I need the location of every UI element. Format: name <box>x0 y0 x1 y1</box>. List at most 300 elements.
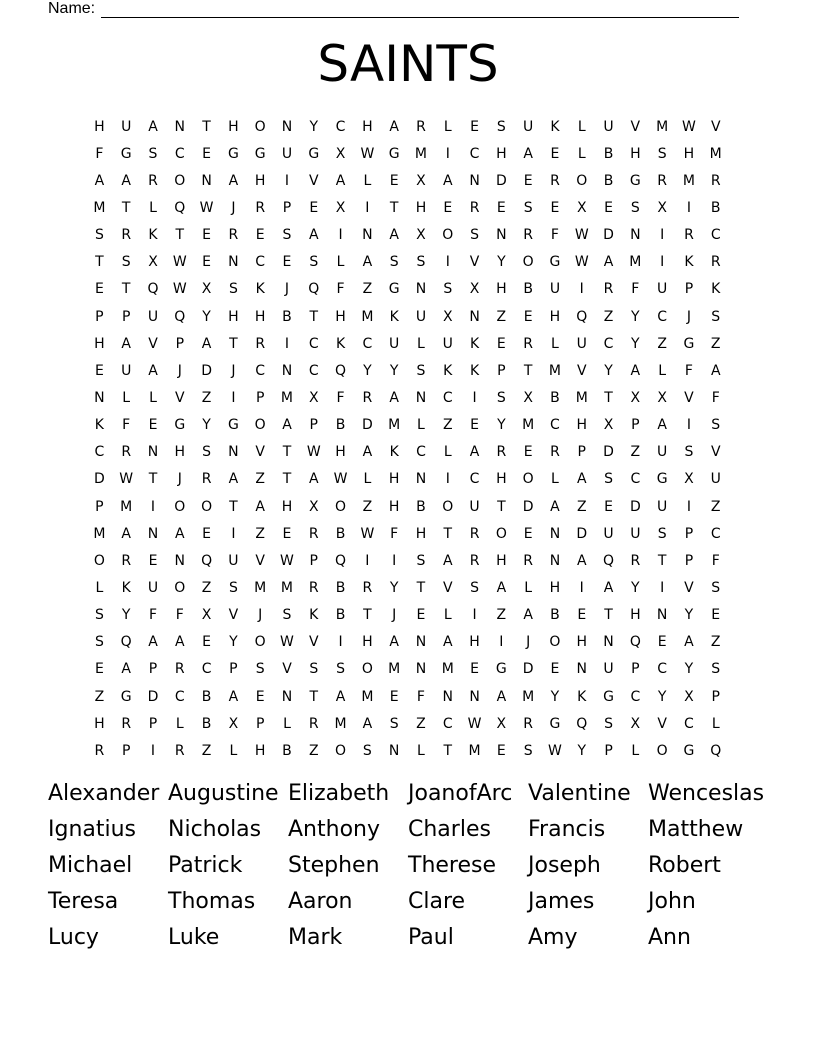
grid-letter[interactable]: L <box>443 444 452 461</box>
grid-letter[interactable]: Y <box>577 742 587 759</box>
grid-letter[interactable]: F <box>95 145 104 162</box>
grid-letter[interactable]: A <box>442 552 453 569</box>
grid-letter[interactable]: D <box>603 444 614 461</box>
grid-letter[interactable]: C <box>255 254 266 271</box>
grid-letter[interactable]: P <box>684 281 694 298</box>
grid-letter[interactable]: C <box>469 145 480 162</box>
grid-letter[interactable]: A <box>121 335 131 352</box>
grid-letter[interactable]: I <box>231 389 236 406</box>
grid-letter[interactable]: L <box>658 362 667 379</box>
grid-letter[interactable]: A <box>496 688 507 705</box>
grid-letter[interactable]: X <box>630 389 641 406</box>
grid-letter[interactable]: W <box>119 471 134 488</box>
grid-letter[interactable]: P <box>229 661 238 678</box>
grid-letter[interactable]: M <box>388 417 401 434</box>
grid-letter[interactable]: Y <box>309 118 319 135</box>
grid-letter[interactable]: G <box>227 417 239 434</box>
grid-letter[interactable]: S <box>309 661 319 678</box>
grid-letter[interactable]: Z <box>201 389 212 406</box>
grid-letter[interactable]: A <box>228 688 239 705</box>
grid-letter[interactable]: K <box>335 335 346 352</box>
grid-letter[interactable]: H <box>576 634 587 651</box>
grid-letter[interactable]: E <box>94 362 104 379</box>
grid-letter[interactable]: V <box>255 444 265 461</box>
grid-letter[interactable]: A <box>175 634 185 651</box>
grid-letter[interactable]: Q <box>576 308 588 325</box>
grid-letter[interactable]: T <box>95 254 104 271</box>
grid-letter[interactable]: O <box>254 634 266 651</box>
grid-letter[interactable]: S <box>389 715 399 732</box>
grid-letter[interactable]: B <box>710 199 721 216</box>
grid-letter[interactable]: C <box>630 688 641 705</box>
grid-letter[interactable]: S <box>416 254 426 271</box>
grid-letter[interactable]: D <box>522 661 534 678</box>
grid-letter[interactable]: O <box>335 498 347 515</box>
grid-letter[interactable]: H <box>388 498 400 515</box>
grid-letter[interactable]: X <box>416 172 426 189</box>
grid-letter[interactable]: G <box>549 715 561 732</box>
grid-letter[interactable]: F <box>711 552 720 569</box>
grid-letter[interactable]: A <box>603 254 614 271</box>
grid-letter[interactable]: Q <box>147 281 159 298</box>
grid-letter[interactable]: X <box>630 715 641 732</box>
grid-letter[interactable]: U <box>657 281 668 298</box>
grid-letter[interactable]: H <box>94 715 105 732</box>
grid-letter[interactable]: Z <box>201 579 212 596</box>
grid-letter[interactable]: N <box>415 661 427 678</box>
grid-letter[interactable]: Z <box>201 742 212 759</box>
grid-letter[interactable]: A <box>710 362 721 379</box>
grid-letter[interactable]: N <box>415 389 427 406</box>
grid-letter[interactable]: I <box>150 498 156 515</box>
grid-letter[interactable]: R <box>201 471 212 488</box>
grid-letter[interactable]: S <box>255 661 265 678</box>
grid-letter[interactable]: R <box>255 335 266 352</box>
grid-letter[interactable]: M <box>709 145 722 162</box>
grid-letter[interactable]: S <box>523 199 533 216</box>
grid-letter[interactable]: R <box>496 444 507 461</box>
grid-letter[interactable]: R <box>255 199 266 216</box>
grid-letter[interactable]: A <box>603 579 614 596</box>
grid-letter[interactable]: E <box>389 688 399 705</box>
grid-letter[interactable]: U <box>121 118 132 135</box>
grid-letter[interactable]: R <box>362 389 373 406</box>
grid-letter[interactable]: S <box>470 227 479 244</box>
grid-letter[interactable]: L <box>417 335 425 352</box>
grid-letter[interactable]: Z <box>496 308 507 325</box>
grid-letter[interactable]: G <box>629 172 641 189</box>
grid-letter[interactable]: P <box>95 308 104 325</box>
grid-letter[interactable]: U <box>442 335 453 352</box>
grid-letter[interactable]: B <box>335 417 346 434</box>
grid-letter[interactable]: H <box>254 172 266 189</box>
grid-letter[interactable]: Q <box>603 552 615 569</box>
grid-letter[interactable]: P <box>631 417 640 434</box>
grid-letter[interactable]: P <box>282 199 292 216</box>
grid-letter[interactable]: S <box>657 145 667 162</box>
grid-letter[interactable]: E <box>711 607 721 624</box>
grid-letter[interactable]: M <box>468 742 481 759</box>
grid-letter[interactable]: A <box>442 172 453 189</box>
grid-letter[interactable]: K <box>577 688 587 705</box>
grid-letter[interactable]: X <box>496 715 507 732</box>
grid-letter[interactable]: B <box>335 607 346 624</box>
grid-letter[interactable]: E <box>94 661 104 678</box>
grid-letter[interactable]: K <box>148 227 158 244</box>
grid-letter[interactable]: C <box>442 715 453 732</box>
grid-letter[interactable]: O <box>174 498 186 515</box>
grid-letter[interactable]: G <box>388 145 400 162</box>
grid-letter[interactable]: R <box>416 118 426 135</box>
grid-letter[interactable]: Z <box>362 281 373 298</box>
grid-letter[interactable]: X <box>148 254 158 271</box>
grid-letter[interactable]: C <box>335 118 346 135</box>
grid-letter[interactable]: U <box>147 579 159 596</box>
grid-letter[interactable]: C <box>657 661 668 678</box>
grid-letter[interactable]: V <box>684 579 694 596</box>
grid-letter[interactable]: S <box>604 715 613 732</box>
grid-letter[interactable]: M <box>414 145 427 162</box>
grid-letter[interactable]: P <box>148 715 158 732</box>
grid-letter[interactable]: U <box>469 498 480 515</box>
grid-letter[interactable]: X <box>308 498 319 515</box>
grid-letter[interactable]: A <box>389 118 399 135</box>
grid-letter[interactable]: H <box>335 444 346 461</box>
grid-letter[interactable]: E <box>389 172 399 189</box>
grid-letter[interactable]: S <box>389 254 399 271</box>
grid-letter[interactable]: N <box>469 688 480 705</box>
grid-letter[interactable]: M <box>334 715 347 732</box>
grid-letter[interactable]: M <box>522 688 535 705</box>
grid-letter[interactable]: E <box>496 199 506 216</box>
grid-letter[interactable]: G <box>174 417 186 434</box>
grid-letter[interactable]: G <box>254 145 266 162</box>
grid-letter[interactable]: S <box>711 417 721 434</box>
grid-letter[interactable]: A <box>550 498 560 515</box>
grid-letter[interactable]: O <box>254 118 266 135</box>
grid-letter[interactable]: R <box>523 335 534 352</box>
grid-letter[interactable]: X <box>603 417 614 434</box>
grid-letter[interactable]: J <box>526 634 531 651</box>
grid-letter[interactable]: C <box>442 389 453 406</box>
grid-letter[interactable]: X <box>657 389 667 406</box>
grid-letter[interactable]: E <box>94 281 104 298</box>
grid-letter[interactable]: W <box>306 444 321 461</box>
grid-letter[interactable]: B <box>603 145 614 162</box>
grid-letter[interactable]: T <box>523 362 533 379</box>
grid-letter[interactable]: D <box>147 688 159 705</box>
grid-letter[interactable]: K <box>389 444 399 461</box>
grid-letter[interactable]: U <box>657 444 668 461</box>
grid-letter[interactable]: T <box>497 498 506 515</box>
grid-letter[interactable]: H <box>254 742 266 759</box>
grid-letter[interactable]: V <box>710 444 721 461</box>
grid-letter[interactable]: Y <box>202 417 211 434</box>
grid-letter[interactable]: R <box>550 172 560 189</box>
grid-letter[interactable]: D <box>361 417 373 434</box>
grid-letter[interactable]: L <box>443 118 452 135</box>
grid-letter[interactable]: I <box>686 199 691 216</box>
grid-letter[interactable]: R <box>121 227 132 244</box>
grid-letter[interactable]: D <box>522 498 534 515</box>
grid-letter[interactable]: G <box>656 471 668 488</box>
grid-letter[interactable]: V <box>282 661 292 678</box>
grid-letter[interactable]: M <box>280 579 294 596</box>
grid-letter[interactable]: D <box>576 525 588 542</box>
grid-letter[interactable]: V <box>630 118 641 135</box>
grid-letter[interactable]: Z <box>255 525 265 542</box>
grid-letter[interactable]: T <box>443 525 453 542</box>
grid-letter[interactable]: A <box>121 172 131 189</box>
grid-letter[interactable]: H <box>469 634 480 651</box>
grid-letter[interactable]: U <box>603 525 614 542</box>
grid-letter[interactable]: L <box>443 607 452 624</box>
grid-letter[interactable]: E <box>282 254 292 271</box>
grid-letter[interactable]: I <box>365 199 370 216</box>
grid-letter[interactable]: E <box>604 199 613 216</box>
grid-letter[interactable]: M <box>656 118 669 135</box>
grid-letter[interactable]: E <box>604 498 613 515</box>
grid-letter[interactable]: H <box>362 634 373 651</box>
grid-letter[interactable]: H <box>496 145 507 162</box>
grid-letter[interactable]: F <box>336 389 345 406</box>
grid-letter[interactable]: F <box>390 525 399 542</box>
grid-letter[interactable]: V <box>442 579 453 596</box>
grid-letter[interactable]: X <box>576 199 587 216</box>
grid-letter[interactable]: B <box>335 525 346 542</box>
grid-letter[interactable]: U <box>147 308 159 325</box>
grid-letter[interactable]: J <box>177 471 182 488</box>
grid-letter[interactable]: A <box>228 471 239 488</box>
grid-letter[interactable]: N <box>469 172 480 189</box>
grid-letter[interactable]: U <box>523 118 534 135</box>
grid-letter[interactable]: G <box>603 688 614 705</box>
grid-letter[interactable]: F <box>122 417 131 434</box>
grid-letter[interactable]: S <box>711 579 721 596</box>
grid-letter[interactable]: M <box>93 199 106 216</box>
grid-letter[interactable]: Z <box>308 742 319 759</box>
grid-letter[interactable]: E <box>202 145 212 162</box>
grid-letter[interactable]: Z <box>94 688 105 705</box>
grid-letter[interactable]: A <box>630 362 641 379</box>
grid-letter[interactable]: S <box>416 552 426 569</box>
grid-letter[interactable]: O <box>361 661 373 678</box>
grid-letter[interactable]: C <box>201 661 212 678</box>
grid-letter[interactable]: V <box>684 389 694 406</box>
grid-letter[interactable]: E <box>470 661 479 678</box>
grid-letter[interactable]: H <box>94 118 105 135</box>
grid-letter[interactable]: M <box>361 688 374 705</box>
grid-letter[interactable]: A <box>576 471 587 488</box>
grid-letter[interactable]: T <box>121 281 131 298</box>
grid-letter[interactable]: O <box>442 498 454 515</box>
grid-letter[interactable]: P <box>604 742 613 759</box>
grid-letter[interactable]: R <box>684 227 694 244</box>
grid-letter[interactable]: O <box>174 172 186 189</box>
grid-letter[interactable]: E <box>577 607 587 624</box>
grid-letter[interactable]: X <box>335 145 346 162</box>
grid-letter[interactable]: I <box>660 579 665 596</box>
grid-letter[interactable]: A <box>523 607 533 624</box>
grid-letter[interactable]: Q <box>174 308 186 325</box>
grid-letter[interactable]: Y <box>604 362 613 379</box>
grid-letter[interactable]: U <box>657 498 668 515</box>
grid-letter[interactable]: O <box>442 227 454 244</box>
grid-letter[interactable]: N <box>201 172 212 189</box>
grid-letter[interactable]: E <box>255 227 265 244</box>
grid-letter[interactable]: N <box>576 661 587 678</box>
grid-letter[interactable]: P <box>255 389 265 406</box>
grid-letter[interactable]: O <box>201 498 213 515</box>
grid-letter[interactable]: B <box>335 579 346 596</box>
grid-letter[interactable]: Z <box>603 308 614 325</box>
grid-letter[interactable]: S <box>336 661 346 678</box>
grid-letter[interactable]: E <box>202 634 212 651</box>
grid-letter[interactable]: H <box>335 308 346 325</box>
grid-letter[interactable]: C <box>308 362 319 379</box>
grid-letter[interactable]: T <box>121 199 131 216</box>
grid-letter[interactable]: Q <box>120 634 132 651</box>
grid-letter[interactable]: G <box>388 281 400 298</box>
grid-letter[interactable]: W <box>280 552 294 569</box>
grid-letter[interactable]: O <box>549 634 561 651</box>
grid-letter[interactable]: B <box>550 389 560 406</box>
grid-letter[interactable]: D <box>603 227 614 244</box>
grid-letter[interactable]: K <box>255 281 265 298</box>
grid-letter[interactable]: Z <box>657 335 667 352</box>
grid-letter[interactable]: G <box>549 254 561 271</box>
grid-letter[interactable]: T <box>148 471 158 488</box>
grid-letter[interactable]: C <box>255 362 266 379</box>
grid-letter[interactable]: U <box>415 308 427 325</box>
grid-letter[interactable]: S <box>228 281 238 298</box>
grid-letter[interactable]: E <box>496 742 506 759</box>
grid-letter[interactable]: W <box>548 742 562 759</box>
grid-letter[interactable]: A <box>121 661 131 678</box>
grid-letter[interactable]: X <box>308 389 319 406</box>
grid-letter[interactable]: R <box>121 715 132 732</box>
grid-letter[interactable]: Z <box>362 498 373 515</box>
grid-letter[interactable]: L <box>577 118 586 135</box>
grid-letter[interactable]: N <box>228 254 239 271</box>
grid-letter[interactable]: K <box>309 607 319 624</box>
grid-letter[interactable]: N <box>630 227 641 244</box>
grid-letter[interactable]: S <box>282 607 292 624</box>
grid-letter[interactable]: T <box>604 607 613 624</box>
grid-letter[interactable]: Z <box>416 715 426 732</box>
grid-letter[interactable]: E <box>202 254 212 271</box>
grid-letter[interactable]: C <box>630 471 641 488</box>
grid-letter[interactable]: H <box>94 335 105 352</box>
grid-letter[interactable]: L <box>524 579 533 596</box>
grid-letter[interactable]: C <box>362 335 373 352</box>
grid-letter[interactable]: R <box>710 254 721 271</box>
grid-letter[interactable]: X <box>201 607 212 624</box>
grid-letter[interactable]: T <box>604 389 613 406</box>
grid-letter[interactable]: V <box>657 715 667 732</box>
grid-letter[interactable]: S <box>711 308 721 325</box>
grid-letter[interactable]: K <box>389 308 399 325</box>
grid-letter[interactable]: E <box>282 525 292 542</box>
grid-letter[interactable]: R <box>308 579 319 596</box>
grid-letter[interactable]: G <box>683 335 695 352</box>
grid-letter[interactable]: A <box>335 172 346 189</box>
grid-letter[interactable]: Y <box>389 579 399 596</box>
grid-letter[interactable]: I <box>445 471 450 488</box>
grid-letter[interactable]: A <box>389 634 399 651</box>
grid-letter[interactable]: I <box>392 552 397 569</box>
grid-letter[interactable]: A <box>308 227 319 244</box>
grid-letter[interactable]: U <box>630 525 641 542</box>
grid-letter[interactable]: Y <box>389 362 399 379</box>
grid-letter[interactable]: I <box>365 552 370 569</box>
grid-letter[interactable]: Y <box>363 362 372 379</box>
grid-letter[interactable]: N <box>415 281 427 298</box>
grid-letter[interactable]: E <box>470 118 479 135</box>
grid-letter[interactable]: E <box>309 199 319 216</box>
grid-letter[interactable]: V <box>228 607 239 624</box>
grid-letter[interactable]: F <box>711 389 720 406</box>
grid-letter[interactable]: D <box>201 362 212 379</box>
grid-letter[interactable]: R <box>630 552 641 569</box>
grid-letter[interactable]: X <box>442 308 453 325</box>
grid-letter[interactable]: I <box>472 607 477 624</box>
grid-letter[interactable]: U <box>603 118 614 135</box>
grid-letter[interactable]: H <box>630 145 641 162</box>
grid-letter[interactable]: O <box>576 172 588 189</box>
grid-letter[interactable]: B <box>523 281 533 298</box>
grid-letter[interactable]: J <box>231 199 236 216</box>
grid-letter[interactable]: E <box>550 145 560 162</box>
grid-letter[interactable]: M <box>361 308 374 325</box>
grid-letter[interactable]: V <box>576 362 587 379</box>
grid-letter[interactable]: E <box>148 417 158 434</box>
grid-letter[interactable]: M <box>548 362 561 379</box>
grid-letter[interactable]: Z <box>255 471 265 488</box>
grid-letter[interactable]: A <box>442 634 453 651</box>
grid-letter[interactable]: E <box>148 552 158 569</box>
grid-letter[interactable]: P <box>577 444 586 461</box>
grid-letter[interactable]: Y <box>657 688 667 705</box>
grid-letter[interactable]: S <box>496 118 506 135</box>
grid-letter[interactable]: H <box>496 281 507 298</box>
grid-letter[interactable]: M <box>280 389 294 406</box>
grid-letter[interactable]: A <box>362 254 373 271</box>
grid-letter[interactable]: R <box>523 715 534 732</box>
grid-letter[interactable]: E <box>523 525 533 542</box>
grid-letter[interactable]: E <box>416 607 426 624</box>
grid-letter[interactable]: X <box>684 688 694 705</box>
grid-letter[interactable]: H <box>362 118 373 135</box>
grid-letter[interactable]: R <box>362 579 373 596</box>
grid-letter[interactable]: C <box>684 715 694 732</box>
grid-letter[interactable]: L <box>149 389 157 406</box>
grid-letter[interactable]: Y <box>550 688 560 705</box>
grid-letter[interactable]: G <box>120 145 132 162</box>
grid-letter[interactable]: S <box>94 634 104 651</box>
grid-letter[interactable]: C <box>174 688 185 705</box>
grid-letter[interactable]: R <box>121 552 132 569</box>
grid-letter[interactable]: N <box>174 552 186 569</box>
grid-letter[interactable]: I <box>579 579 584 596</box>
grid-letter[interactable]: U <box>121 362 132 379</box>
grid-letter[interactable]: V <box>308 634 319 651</box>
grid-letter[interactable]: M <box>120 498 133 515</box>
grid-letter[interactable]: N <box>147 444 159 461</box>
grid-letter[interactable]: S <box>228 579 238 596</box>
grid-letter[interactable]: W <box>574 254 589 271</box>
grid-letter[interactable]: Y <box>631 579 640 596</box>
